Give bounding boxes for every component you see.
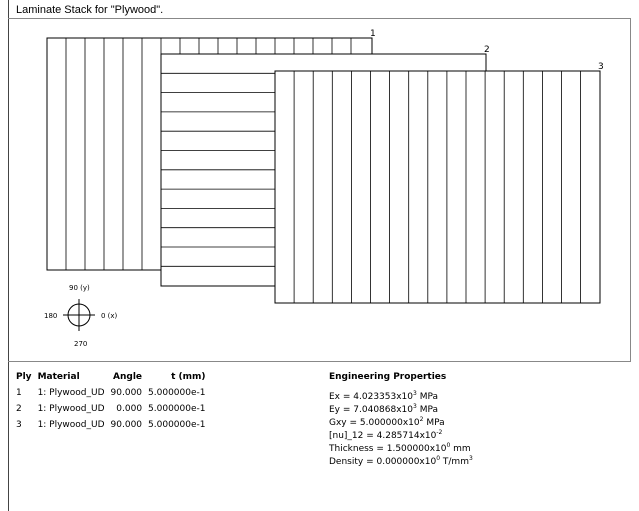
col-header-ply: Ply (16, 372, 32, 382)
table-row (16, 420, 212, 436)
cell-ply: 3 (16, 420, 22, 430)
ply-3 (275, 62, 604, 303)
cell-material: 1: Plywood_UD (37, 420, 105, 430)
ply-label: 2 (484, 45, 490, 55)
property-gxy: Gxy = $5.000000x10^2$ MPa (329, 416, 445, 428)
cell-angle: 90.000 (110, 420, 143, 430)
ply-label: 3 (598, 62, 604, 72)
orientation-compass-icon (44, 284, 118, 348)
compass-label-top: 90 (y) (69, 284, 90, 292)
cell-thickness: 5.000000e-1 (148, 420, 206, 430)
engineering-properties (329, 372, 473, 465)
cell-material: 1: Plywood_UD (37, 388, 105, 398)
page-title: Laminate Stack for "Plywood". (16, 4, 164, 16)
col-header-thickness: t (mm) (171, 372, 206, 382)
table-row (16, 404, 212, 420)
property-density: Density = $0.000000x10^0$ $T/mm^3$ (329, 455, 473, 467)
properties-header: Engineering Properties (329, 372, 447, 382)
compass-label-right: 0 (x) (101, 312, 118, 320)
property-ey: $Ey = 7.040868x10^3$ MPa (329, 403, 438, 415)
cell-angle: 0.000 (116, 404, 143, 414)
property-nu12: [nu]_12 = $4.285714x10^{-2}$ (329, 429, 443, 441)
col-header-material: Material (37, 372, 80, 382)
table-row (16, 388, 212, 404)
compass-label-left: 180 (44, 312, 58, 320)
cell-ply: 1 (16, 388, 22, 398)
cell-ply: 2 (16, 404, 22, 414)
ply-label: 1 (370, 29, 376, 39)
cell-material: 1: Plywood_UD (37, 404, 105, 414)
cell-thickness: 5.000000e-1 (148, 388, 206, 398)
cell-angle: 90.000 (110, 388, 143, 398)
cell-thickness: 5.000000e-1 (148, 404, 206, 414)
property-ex: $Ex = 4.023353x10^3$ MPa (329, 390, 438, 402)
compass-label-bottom: 270 (74, 340, 88, 348)
property-thickness: Thickness = $1.500000x10^0$ mm (329, 442, 471, 454)
ply-table (16, 372, 212, 436)
col-header-angle: Angle (113, 372, 143, 382)
